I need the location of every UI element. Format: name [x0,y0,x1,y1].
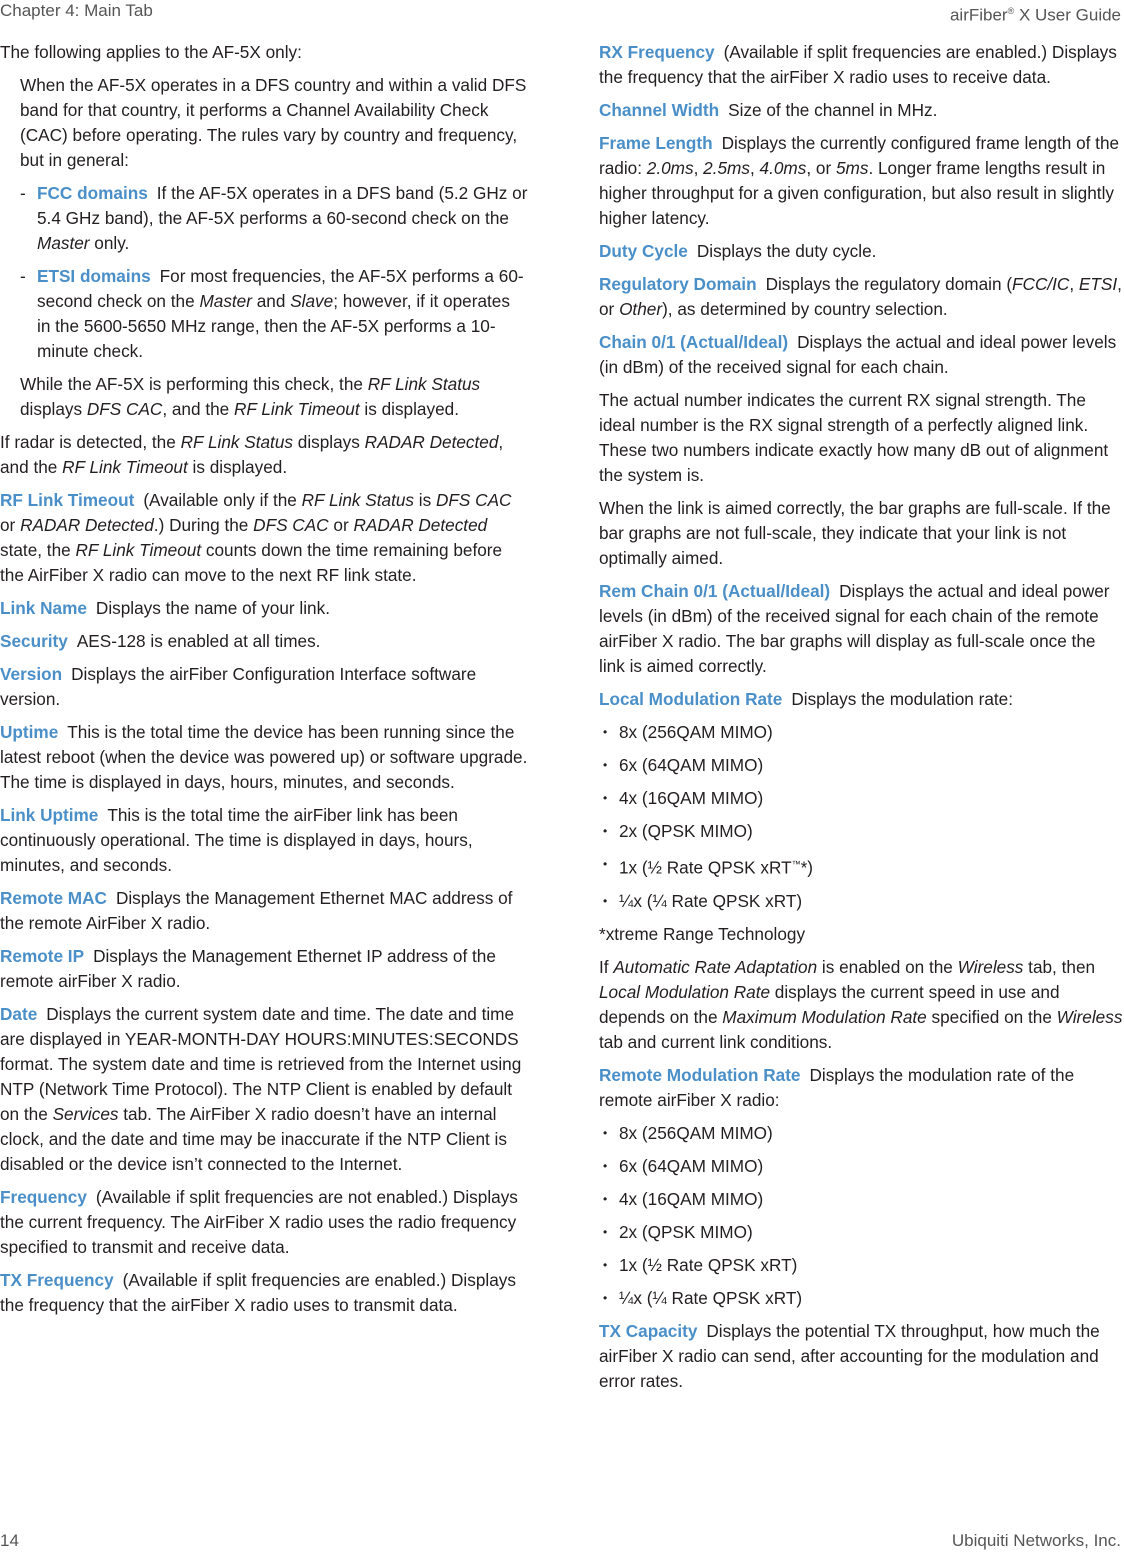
ara-f: Local Modulation Rate [599,981,771,1002]
right-column [599,40,1124,1402]
list-item: • 2x (QPSK MIMO) [599,819,1124,844]
version-text: Displays the airFiber Configuration Interface software version. [0,664,477,709]
while-c: displays [20,399,87,419]
rd-d: ETSI [1078,274,1118,294]
duty-cycle-entry [599,239,1124,264]
while-checking-paragraph [0,372,528,422]
date-term: Date [0,1004,38,1024]
duty-cycle-text: Displays the duty cycle. [696,241,877,261]
ara-e: tab, then [1023,956,1096,977]
auto-rate-paragraph [599,955,1124,1055]
ara-k: tab and current link conditions. [599,1031,833,1052]
ara-j: Wireless [1056,1006,1123,1027]
etsi-master: Master [199,291,252,311]
radar-paragraph [0,430,528,480]
rft-d: DFS CAC [436,490,512,510]
etsi-text-end: ; however, if it operates in the 5600-5650 MHz range, then the AF-5X performs a 10-minute check. [37,291,510,361]
header-guide-title [950,0,1121,27]
remote-ip-entry [0,944,528,994]
rft-i: or [328,515,354,535]
uptime-text: This is the total time the device has been running since the latest reboot (when the device was powered up) or software upgrade. The time is displayed in days, hours, minutes, and seconds. [0,722,528,792]
fl-h: 5ms [835,158,869,178]
while-e: , and the [162,399,234,419]
list-item: • ¼x (¼ Rate QPSK xRT) [599,889,1124,914]
list-item [599,852,1124,881]
remote-mac-text: Displays the Management Ethernet MAC address of the remote AirFiber X radio. [0,888,513,933]
date-entry [0,1002,528,1177]
tx-frequency-text: (Available if split frequencies are enabled.) Displays the frequency that the airFiber X radio uses to transmit data. [0,1270,516,1315]
while-d: DFS CAC [86,399,163,419]
rf-link-timeout-entry [0,488,528,588]
list-item: • 1x (½ Rate QPSK xRT) [599,1253,1124,1278]
radar-f: RF Link Timeout [62,457,188,477]
channel-width-text: Size of the channel in MHz. [728,100,938,120]
chain-term: Chain 0/1 (Actual/Ideal) [599,332,789,352]
rem-chain-term: Rem Chain 0/1 (Actual/Ideal) [599,581,831,601]
header-guide-rest: X User Guide [1014,5,1121,25]
fcc-text-end: only. [89,233,130,253]
tx-capacity-term: TX Capacity [599,1320,698,1341]
ara-i: specified on the [926,1006,1057,1027]
rft-j: RADAR Detected [353,515,488,535]
link-name-entry [0,596,528,621]
date-services: Services [52,1104,119,1124]
list-item: • 4x (16QAM MIMO) [599,786,1124,811]
rft-a: (Available only if the [143,490,302,510]
ara-h: Maximum Modulation Rate [722,1006,927,1027]
etsi-text: For most frequencies, the AF-5X performs a 60-second check on the [37,266,524,311]
rd-e: , or [599,274,1122,319]
fcc-master: Master [37,233,90,253]
link-uptime-term: Link Uptime [0,805,99,825]
remote-modulation-entry [599,1063,1124,1113]
regulatory-domain-entry [599,272,1124,322]
rx-frequency-text: (Available if split frequencies are enabled.) Displays the frequency that the airFiber X radio uses to receive data. [599,42,1117,87]
trademark-mark: ™ [791,859,801,869]
link-uptime-entry [0,803,528,878]
rd-c: , [1069,274,1079,294]
left-column [0,40,528,1326]
link-name-text: Displays the name of your link. [95,598,330,618]
rx-frequency-entry [599,40,1124,90]
channel-width-term: Channel Width [599,100,720,120]
date-text: Displays the current system date and time. The date and time are displayed in YEAR-MONTH-DAY HOURS:MINUTES:SECONDS format. The system date and time is retrieved from the Internet using NTP (Network Time Protocol). The NTP Client is enabled by default on the [0,1004,522,1124]
fl-d: 2.5ms [703,158,750,178]
chain-text: Displays the actual and ideal power levels (in dBm) of the received signal for each chain. [599,332,1117,377]
version-entry [0,662,528,712]
radar-c: displays [293,432,365,452]
rx-frequency-term: RX Frequency [599,42,715,62]
fcc-text: If the AF-5X operates in a DFS band (5.2 GHz or 5.4 GHz band), the AF-5X performs a 60-second check on the [37,183,528,228]
aimed-paragraph: When the link is aimed correctly, the bar graphs are full-scale. If the bar graphs are not full-scale, they indicate that your link is not optimally aimed. [599,498,1111,568]
header-brand: airFiber [949,5,1008,25]
fl-a: Displays the currently configured frame length of the radio: [599,133,1120,178]
xrt-note: *xtreme Range Technology [599,923,806,944]
radar-d: RADAR Detected [364,432,499,452]
remote-modulation-text: Displays the modulation rate of the remote airFiber X radio: [599,1064,1075,1110]
rd-g: ), as determined by country selection. [662,299,948,319]
radar-a: If radar is detected, the [0,432,181,452]
link-name-term: Link Name [0,598,87,618]
remote-modulation-term: Remote Modulation Rate [599,1064,801,1085]
rft-m: counts down the time remaining before the AirFiber X radio can move to the next RF link state. [0,540,503,585]
ara-a: If [599,956,614,977]
rft-g: .) During the [153,515,254,535]
tx-capacity-text: Displays the potential TX throughput, how much the airFiber X radio can send, after accounting for the modulation and error rates. [599,1320,1100,1391]
while-a: While the AF-5X is performing this check, the [20,374,368,394]
frequency-entry [0,1185,528,1260]
fl-f: 4.0ms [759,158,807,178]
list-item: • 6x (64QAM MIMO) [599,1154,1124,1179]
rd-b: FCC/IC [1012,274,1070,294]
tx-frequency-term: TX Frequency [0,1270,114,1290]
tx-frequency-entry [0,1268,528,1318]
remote-mac-entry [0,886,528,936]
radar-b: RF Link Status [180,432,293,452]
duty-cycle-term: Duty Cycle [599,241,688,261]
list-item: • 8x (256QAM MIMO) [599,720,1124,745]
fcc-domains-item [0,181,528,256]
dfs-cac-paragraph: When the AF-5X operates in a DFS country and within a valid DFS band for that country, it performs a Channel Availability Check (CAC) before operating. The rules vary by country and frequency, but in general: [20,75,527,170]
lmr-1x-text: 1x (½ Rate QPSK xRT [619,857,792,878]
uptime-term: Uptime [0,722,59,742]
rd-a: Displays the regulatory domain ( [765,274,1013,294]
list-item: • ¼x (¼ Rate QPSK xRT) [599,1286,1124,1311]
frame-length-entry [599,131,1124,231]
rft-e: or [0,515,21,535]
local-modulation-text: Displays the modulation rate: [791,689,1013,709]
rft-k: state, the [0,540,76,560]
list-item: • 6x (64QAM MIMO) [599,753,1124,778]
while-b: RF Link Status [367,374,481,394]
frequency-term: Frequency [0,1187,87,1207]
while-f: RF Link Timeout [234,399,360,419]
header-chapter-title: Chapter 4: Main Tab [0,1,153,20]
local-modulation-entry [599,687,1124,712]
af5x-intro: The following applies to the AF-5X only: [0,42,302,62]
radar-e: , and the [0,432,504,477]
etsi-domains-item [0,264,528,364]
page-number: 14 [0,1531,19,1550]
remote-mac-term: Remote MAC [0,888,107,908]
fl-b: 2.0ms [646,158,694,178]
list-item: • 2x (QPSK MIMO) [599,1220,1124,1245]
rem-chain-text: Displays the actual and ideal power levels (in dBm) of the received signal for each chain of the remote airFiber X radio. The bar graphs will display as full-scale once the link is aimed correctly. [599,581,1110,676]
fl-e: , [749,158,760,178]
ara-d: Wireless [957,956,1024,977]
rft-l: RF Link Timeout [75,540,202,560]
local-modulation-term: Local Modulation Rate [599,689,783,709]
channel-width-entry [599,98,1124,123]
uptime-entry [0,720,528,795]
etsi-slave: Slave [290,291,334,311]
fl-c: , [693,158,704,178]
rft-f: RADAR Detected [20,515,154,535]
link-uptime-text: This is the total time the airFiber link has been continuously operational. The time is displayed in days, hours, minutes, and seconds. [0,805,473,875]
version-term: Version [0,664,63,684]
security-entry [0,629,528,654]
frequency-text: (Available if split frequencies are not enabled.) Displays the current frequency. The AirFiber X radio uses the radio frequency specified to transmit and receive data. [0,1187,518,1257]
registered-mark: ® [1007,6,1015,16]
ara-b: Automatic Rate Adaptation [613,956,818,977]
chain-entry [599,330,1124,380]
local-modulation-list [599,720,1124,914]
tx-capacity-entry [599,1319,1124,1394]
date-text-end: tab. The AirFiber X radio doesn’t have an internal clock, and the date and time may be inaccurate if the NTP Client is disabled or the device isn’t connected to the Internet. [0,1104,507,1174]
rft-b: RF Link Status [301,490,415,510]
ara-c: is enabled on the [817,956,958,977]
security-text: AES-128 is enabled at all times. [76,631,321,651]
fl-i: . Longer frame lengths result in higher throughput for a given configuration, but also result in slightly higher latency. [599,158,1114,228]
fcc-domains-term: FCC domains [37,183,148,203]
etsi-domains-term: ETSI domains [37,266,151,286]
footer-company: Ubiquiti Networks, Inc. [951,1531,1121,1550]
remote-ip-text: Displays the Management Ethernet IP address of the remote airFiber X radio. [0,946,496,991]
regulatory-domain-term: Regulatory Domain [599,274,757,294]
remote-ip-term: Remote IP [0,946,85,966]
rft-c: is [414,490,436,510]
actual-number-paragraph: The actual number indicates the current RX signal strength. The ideal number is the RX signal strength of a perfectly aligned link. These two numbers indicate exactly how many dB out of alignment the system is. [599,390,1109,485]
lmr-1x-end: *) [800,857,813,878]
security-term: Security [0,631,68,651]
ara-g: displays the current speed in use and depends on the [599,981,1060,1027]
rem-chain-entry [599,579,1124,679]
rf-link-timeout-term: RF Link Timeout [0,490,135,510]
frame-length-term: Frame Length [599,133,713,153]
rd-f: Other [619,299,663,319]
radar-g: is displayed. [187,457,288,477]
fl-g: , or [806,158,836,178]
list-item: • 4x (16QAM MIMO) [599,1187,1124,1212]
rft-h: DFS CAC [253,515,329,535]
while-g: is displayed. [359,399,459,419]
list-item: • 8x (256QAM MIMO) [599,1121,1124,1146]
etsi-and: and [251,291,291,311]
remote-modulation-list [599,1121,1124,1311]
